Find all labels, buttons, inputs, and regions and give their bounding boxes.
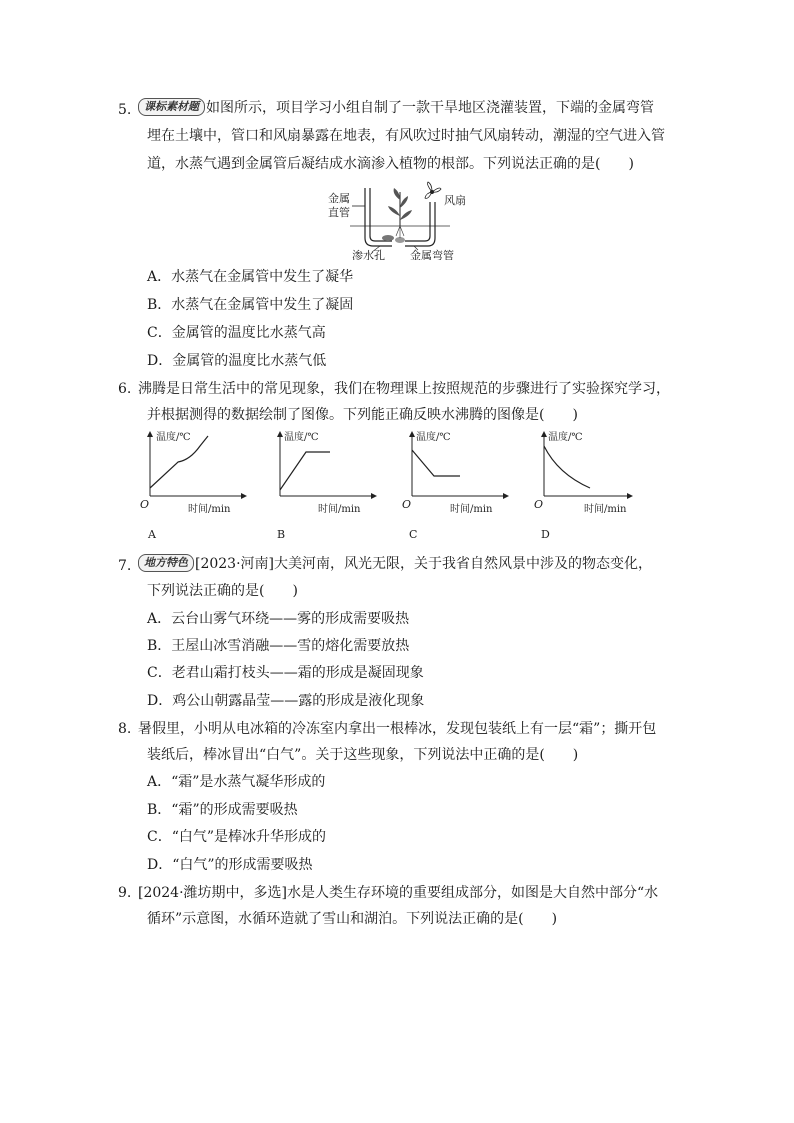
q5-line2: 埋在土壤中，管口和风扇暴露在地表，有风吹过时抽气风扇转动，潮湿的空气进入管	[147, 128, 665, 144]
fig-label-hole: 渗水孔	[352, 249, 385, 260]
q6-line2: 并根据测得的数据绘制了图像。下列能正确反映水沸腾的图像是( )	[147, 407, 578, 423]
q5-option-b: B．水蒸气在金属管中发生了凝固	[147, 297, 354, 313]
q5-option-c: C．金属管的温度比水蒸气高	[147, 325, 326, 341]
q8-option-c: C．“白气”是棒冰升华形成的	[147, 829, 327, 845]
graph-c	[402, 430, 508, 541]
q7-option-a: A．云台山雾气环绕——雾的形成需要吸热	[147, 611, 410, 627]
graph-b-label: B	[277, 528, 286, 541]
q5-option-a: A．水蒸气在金属管中发生了凝华	[147, 269, 354, 285]
graph-c-ylabel: 温度/℃	[416, 432, 451, 443]
q9-number: 9.	[118, 885, 132, 901]
graph-d-label: D	[541, 528, 550, 541]
fig-label-bent: 金属弯管	[410, 249, 454, 260]
q7-option-d: D．鸡公山朝露晶莹——露的形成是液化现象	[147, 693, 425, 709]
q8-option-d: D．“白气”的形成需要吸热	[147, 857, 313, 873]
graph-a	[140, 430, 246, 541]
q9-line1: [2024·潍坊期中，多选]水是人类生存环境的重要组成部分，如图是大自然中部分“水	[138, 885, 659, 901]
q5-badge: 课标素材题	[138, 98, 205, 116]
graph-d-ylabel: 温度/℃	[548, 432, 583, 443]
graph-a-xlabel: 时间/min	[188, 504, 231, 515]
graph-c-label: C	[409, 528, 418, 541]
q8-number: 8.	[118, 721, 132, 737]
graph-b-xlabel: 时间/min	[318, 504, 361, 515]
q7-number: 7.	[118, 558, 132, 574]
fig-label-fan: 风扇	[444, 194, 466, 207]
q7-option-b: B．王屋山冰雪消融——雪的熔化需要放热	[147, 638, 410, 654]
q7-option-c: C．老君山霜打枝头——霜的形成是凝固现象	[147, 665, 424, 681]
graph-d-xlabel: 时间/min	[584, 504, 627, 515]
q7-line1	[138, 554, 652, 574]
q5-number: 5.	[118, 102, 132, 118]
q8-line1: 暑假里，小明从电冰箱的冷冻室内拿出一根棒冰，发现包装纸上有一层“霜”；撕开包	[138, 721, 657, 737]
q6-number: 6.	[118, 381, 132, 397]
fig-label-pipe1: 金属	[328, 192, 350, 205]
irrigation-device-figure	[310, 180, 490, 260]
q8-option-b: B．“霜”的形成需要吸热	[147, 802, 298, 818]
q8-option-a: A．“霜”是水蒸气凝华形成的	[147, 774, 326, 790]
graph-c-xlabel: 时间/min	[450, 504, 493, 515]
q9-line2: 循环”示意图，水循环造就了雪山和湖泊。下列说法正确的是( )	[147, 911, 558, 927]
q5-line1	[138, 98, 654, 118]
graph-a-curve	[150, 436, 208, 488]
q7-line2: 下列说法正确的是( )	[147, 583, 298, 599]
graph-b-ylabel: 温度/℃	[284, 432, 319, 443]
q7-line1-text: [2023·河南]大美河南，风光无限，关于我省自然风景中涉及的物态变化，	[195, 556, 653, 572]
graph-c-curve	[412, 450, 460, 476]
q7-badge: 地方特色	[138, 554, 194, 572]
graph-b-curve	[280, 452, 330, 490]
graph-d	[534, 430, 632, 541]
graph-c-origin: O	[402, 498, 412, 511]
q6-line1: 沸腾是日常生活中的常见现象，我们在物理课上按照规范的步骤进行了实验探究学习，	[138, 381, 670, 397]
q5-option-d: D．金属管的温度比水蒸气低	[147, 353, 327, 369]
graph-a-origin: O	[140, 498, 150, 511]
q5-line3: 道，水蒸气遇到金属管后凝结成水滴渗入植物的根部。下列说法正确的是( )	[147, 156, 634, 172]
graph-a-label: A	[148, 528, 156, 541]
q5-line1-text: 如图所示，项目学习小组自制了一款干旱地区浇灌装置，下端的金属弯管	[206, 100, 654, 116]
graph-b	[277, 430, 376, 541]
graph-a-ylabel: 温度/℃	[156, 432, 191, 443]
fig-label-pipe2: 直管	[328, 206, 350, 219]
boiling-graphs	[138, 426, 638, 544]
graph-d-curve	[544, 446, 590, 488]
graph-d-origin: O	[534, 498, 544, 511]
q8-line2: 装纸后，棒冰冒出“白气”。关于这些现象，下列说法中正确的是( )	[147, 747, 579, 763]
